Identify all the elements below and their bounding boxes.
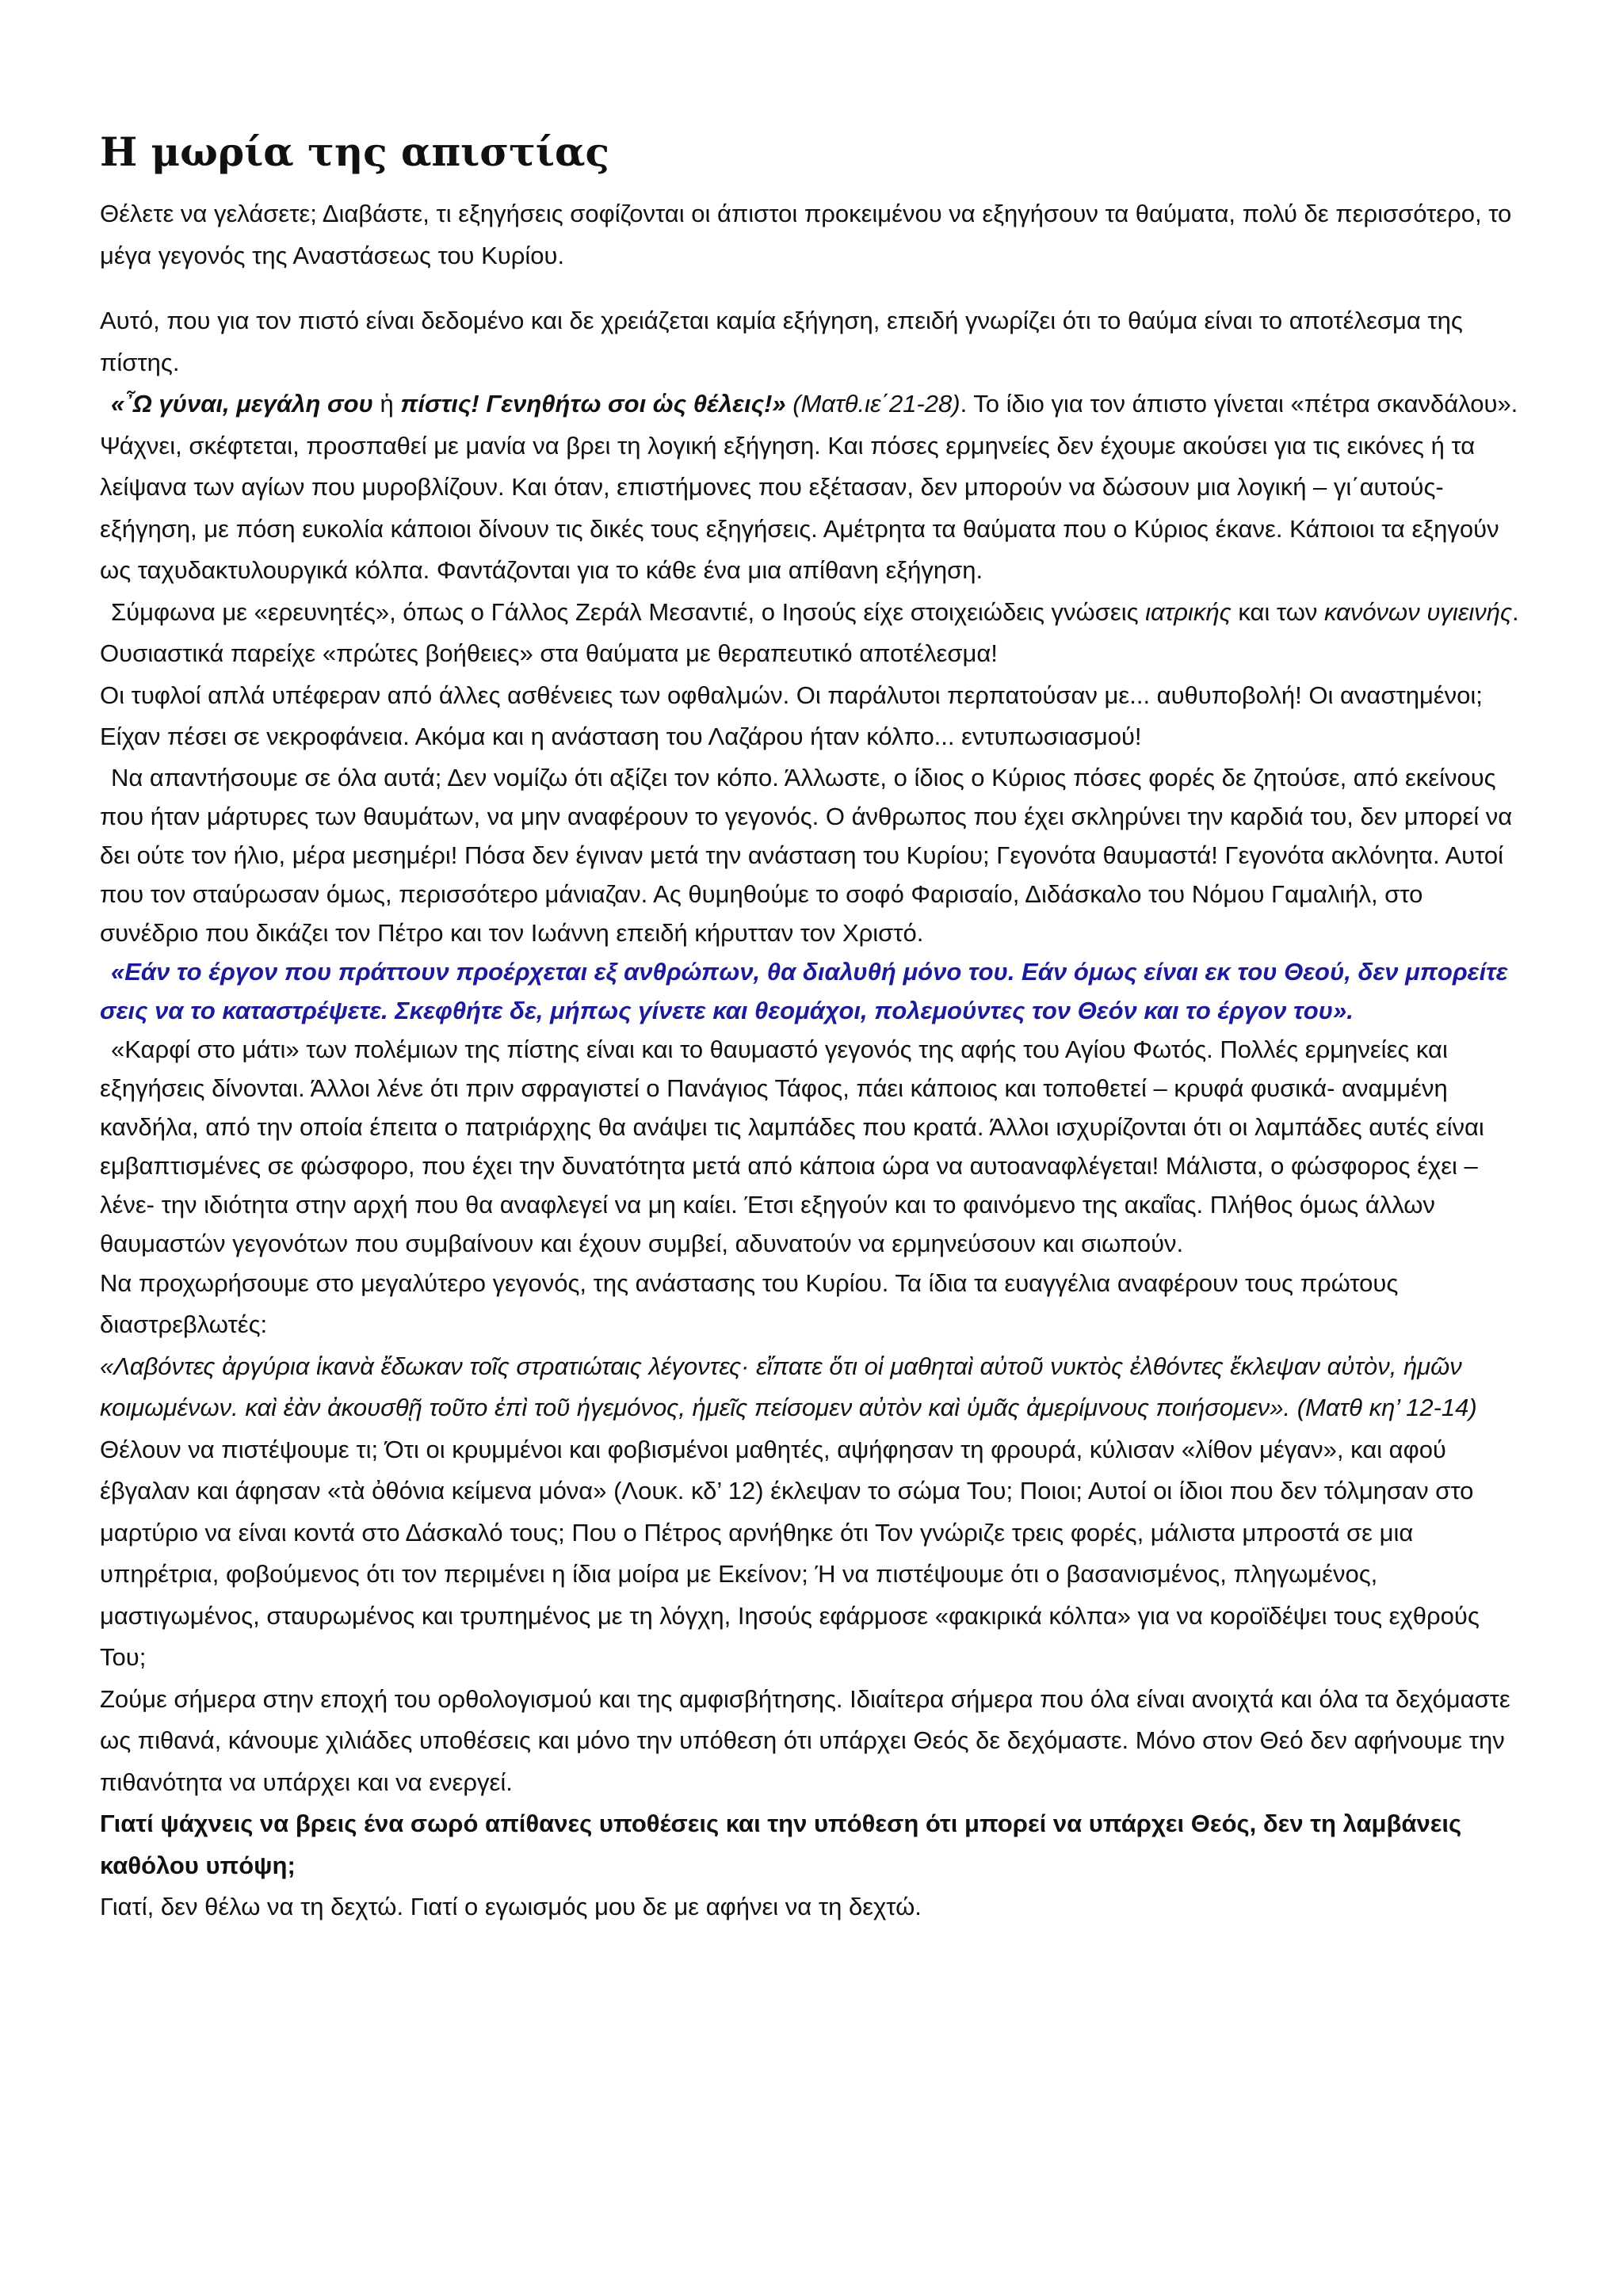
paragraph-unbeliever [100,383,1523,592]
bold-question-text: Γιατί ψάχνεις να βρεις ένα σωρό απίθανες υποθέσεις και την υπόθεση ότι μπορεί να υπάρχει Θεός, δεν τη λαμβάνεις καθόλου υπόψη; [100,1810,1462,1879]
researchers-text-c: και των [1231,597,1325,626]
paragraph-holy-fire: «Καρφί στο μάτι» των πολέμιων της πίστης είναι και το θαυμαστό γεγονός της αφής του Αγίου Φωτός. Πολλές ερμηνείες και εξηγήσεις δίνονται. Άλλοι λένε ότι πριν σφραγιστεί ο Πανάγιος Τάφος, πάει κάποιος και τοποθετεί – κρυφά φυσικά- αναμμένη κανδήλα, από την οποία έπειτα ο πατριάρχης θα ανάψει τις λαμπάδες που κρατά. Άλλοι ισχυρίζονται ότι οι λαμπάδες αυτές είναι εμβαπτισμένες σε φώσφορο, που έχει την δυνατότητα μετά από κάποια ώρα να αυτοαναφλέγεται! Μάλιστα, ο φώσφορος έχει –λένε- την ιδιότητα στην αρχή που θα αναφλεγεί να μη καίει. Έτσι εξηγούν και το φαινόμενο της ακαΐας. Πλήθος όμως άλλων θαυμαστών γεγονότων που συμβαίνουν και έχουν συμβεί, αδυνατούν να ερμηνεύσουν και σιωπούν. [100,1035,1484,1257]
scripture-quote: «῏Ω γύναι, μεγάλη σου [111,390,380,418]
paragraph-believer: Αυτό, που για τον πιστό είναι δεδομένο και δε χρειάζεται καμία εξήγηση, επειδή γνωρίζει ότι το θαύμα είναι το αποτέλεσμα της πίστης. [100,307,1463,376]
paragraph-resurrection: Να προχωρήσουμε στο μεγαλύτερο γεγονός, της ανάστασης του Κυρίου. Τα ίδια τα ευαγγέλια αναφέρουν τους πρώτους διαστρεβλωτές: [100,1268,1399,1338]
researchers-text-e: . Ουσιαστικά παρείχε «πρώτες βοήθειες» στα θαύματα με θεραπευτικό αποτέλεσμα! [100,597,1519,667]
paragraph-intro: Θέλετε να γελάσετε; Διαβάστε, τι εξηγήσεις σοφίζονται οι άπιστοι προκειμένου να εξηγήσουν τα θαύματα, πολύ δε περισσότερο, το μέγα γεγονός της Αναστάσεως του Κυρίου. [100,200,1512,269]
paragraph-answer-final: Γιατί, δεν θέλω να τη δεχτώ. Γιατί ο εγωισμός μου δε με αφήνει να τη δεχτώ. [100,1893,922,1920]
gamaliel-quote: «Εάν το έργον που πράττουν προέρχεται εξ ανθρώπων, θα διαλυθή μόνο του. Εάν όμως είναι εκ του Θεού, δεν μπορείτε σεις να το καταστρέψετε. Σκεφθήτε δε, μήπως γίνετε και θεομάχοι, πολεμούντες τον Θεόν και το έργον του». [100,957,1508,1024]
matthew-quote: «Λαβόντες ἀργύρια ἱκανὰ ἔδωκαν τοῖς στρατιώταις λέγοντες· εἴπατε ὅτι οἱ μαθηταὶ αὐτοῦ νυκτὸς ἐλθόντες ἔκλεψαν αὐτὸν, ἡμῶν κοιμωμένων. καὶ ἐὰν ἀκουσθῇ τοῦτο ἐπὶ τοῦ ἡγεμόνος, ἡμεῖς πείσομεν αὐτὸν καὶ ὑμᾶς ἀμερίμνους ποιήσομεν». (Ματθ κη’ 12-14) [100,1352,1477,1421]
paragraph-researchers [100,592,1523,675]
article-title: Η μωρία της απιστίας [100,128,609,175]
paragraph-answer: Να απαντήσουμε σε όλα αυτά; Δεν νομίζω ότι αξίζει τον κόπο. Άλλωστε, ο ίδιος ο Κύριος πόσες φορές δε ζητούσε, από εκείνους που ήταν μάρτυρες των θαυμάτων, να μην αναφέρουν το γεγονός. Ο άνθρωπος που έχει σκληρύνει την καρδιά του, δεν μπορεί να δει ούτε τον ήλιο, μέρα μεσημέρι! Πόσα δεν έγιναν μετά την ανάσταση του Κυρίου; Γεγονότα θαυμαστά! Γεγονότα ακλόνητα. Αυτοί που τον σταύρωσαν όμως, περισσότερο μάνιαζαν. Ας θυμηθούμε το σοφό Φαρισαίο, Διδάσκαλο του Νόμου Γαμαλιήλ, στο συνέδριο που δικάζει τον Πέτρο και τον Ιωάννη επειδή κήρυτταν τον Χριστό. [100,763,1513,947]
scripture-reference: (Ματθ.ιε΄21-28) [785,390,960,418]
researchers-text-a: Σύμφωνα με «ερευνητές», όπως ο Γάλλος Ζεράλ Μεσαντιέ, ο Ιησούς είχε στοιχειώδεις γνώσεις [111,597,1146,626]
paragraph-disciples: Θέλουν να πιστέψουμε τι; Ότι οι κρυμμένοι και φοβισμένοι μαθητές, αψήφησαν τη φρουρά, κύλισαν «λίθον μέγαν», και αφού έβγαλαν και άφησαν «τὰ ὀθόνια κείμενα μόνα» (Λουκ. κδ’ 12) έκλεψαν το σώμα Του; Ποιοι; Αυτοί οι ίδιοι που δεν τόλμησαν στο μαρτύριο να είναι κοντά στο Δάσκαλό τους; Που ο Πέτρος αρνήθηκε ότι Τον γνώριζε τρεις φορές, μάλιστα μπροστά σε μια υπηρέτρια, φοβούμενος ότι τον περιμένει η ίδια μοίρα με Εκείνον; Ή να πιστέψουμε ότι ο βασανισμένος, πληγωμένος, μαστιγωμένος, σταυρωμένος και τρυπημένος με τη λόγχη, Ιησούς εφάρμοσε «φακιρικά κόλπα» για να κοροϊδέψει τους εχθρούς Του; [100,1435,1480,1671]
researchers-italic-medicine: ιατρικής [1145,597,1232,626]
paragraph-explanations: Οι τυφλοί απλά υπέφεραν από άλλες ασθένειες των οφθαλμών. Οι παράλυτοι περπατούσαν με... αυθυποβολή! Οι αναστημένοι; Είχαν πέσει σε νεκροφάνεια. Ακόμα και η ανάσταση του Λαζάρου ήταν κόλπο... εντυπωσιασμού! [100,681,1483,750]
researchers-italic-hygiene: κανόνων υγιεινής [1324,597,1513,626]
bold-question [100,1803,1523,1886]
paragraph-rationalism: Ζούμε σήμερα στην εποχή του ορθολογισμού και της αμφισβήτησης. Ιδιαίτερα σήμερα που όλα είναι ανοιχτά και όλα τα δεχόμαστε ως πιθανά, κάνουμε χιλιάδες υποθέσεις και μόνο την υπόθεση ότι υπάρχει Θεός δε δεχόμαστε. Μόνο στον Θεό δεν αφήνουμε την πιθανότητα να υπάρχει και να ενεργεί. [100,1684,1510,1796]
scripture-quote-article: ἡ [380,390,394,418]
scripture-quote-end: πίστις! Γενηθήτω σοι ὡς θέλεις!» [393,390,786,418]
paragraph-unbeliever-text: . Το ίδιο για τον άπιστο γίνεται «πέτρα σκανδάλου». Ψάχνει, σκέφτεται, προσπαθεί με μανία να βρει τη λογική εξήγηση. Και πόσες ερμηνείες δεν έχουμε ακούσει για τις εικόνες ή τα λείψανα των αγίων που μυροβλίζουν. Και όταν, επιστήμονες που εξέτασαν, δεν μπορούν να δώσουν μια λογική – γι΄αυτούς- εξήγηση, με πόση ευκολία κάποιοι δίνουν τις δικές τους εξηγήσεις. Αμέτρητα τα θαύματα που ο Κύριος έκανε. Κάποιοι τα εξηγούν ως ταχυδακτυλουργικά κόλπα. Φαντάζονται για το κάθε ένα μια απίθανη εξήγηση. [100,390,1518,584]
